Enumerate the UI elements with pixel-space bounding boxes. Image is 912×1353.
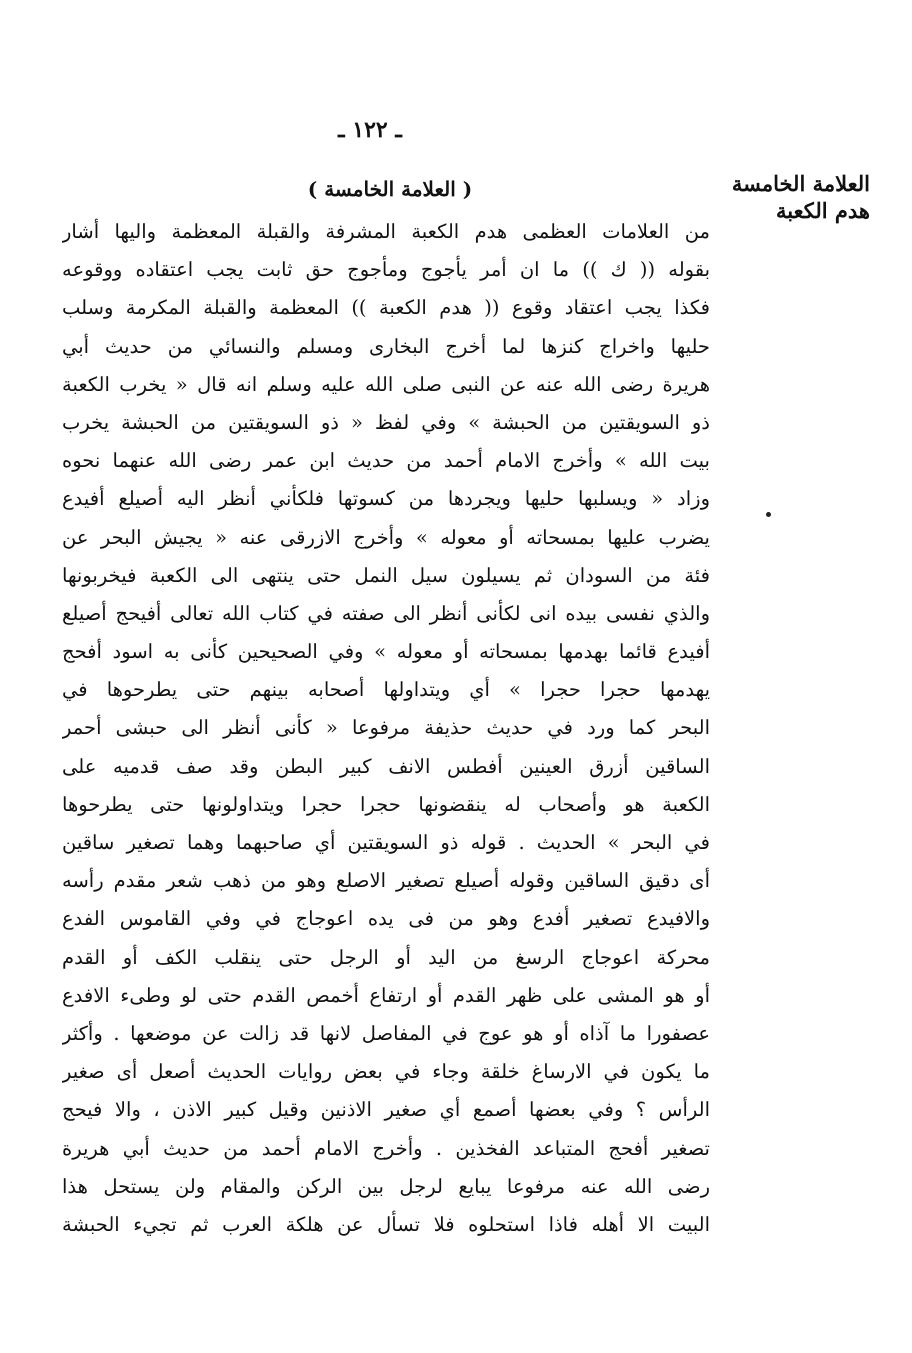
text-line: عصفورا ما آذاه أو هو عوج في المفاصل لانها قد زالت عن موضعها . وأكثر xyxy=(62,1021,710,1045)
text-line: أفيدع قائما بهدمها بمسحاته أو معوله » وفي الصحيحين كأنى به اسود أفحج xyxy=(62,640,710,664)
margin-note xyxy=(720,170,870,224)
text-line: أو هو المشى على ظهر القدم أو ارتفاع أخمص القدم حتى لو وطىء الافدع xyxy=(62,983,710,1007)
text-line: الساقين أزرق العينين أفطس الانف كبير البطن وقد صف قدميه على xyxy=(62,754,710,778)
text-line: من العلامات العظمى هدم الكعبة المشرفة والقبلة المعظمة واليها أشار xyxy=(62,220,710,243)
text-line: أى دقيق الساقين وقوله أصيلع تصغير الاصلع وهو من ذهب شعر مقدم رأسه xyxy=(62,869,710,893)
text-line: تصغير أفحج المتباعد الفخذين . وأخرج الامام أحمد من حديث أبي هريرة xyxy=(62,1136,710,1160)
text-line: وزاد « ويسلبها حليها ويجردها من كسوتها فلكأني أنظر اليه أصيلع أفيدع xyxy=(62,487,710,511)
text-line: بيت الله » وأخرج الامام أحمد من حديث ابن عمر رضى الله عنهما نحوه xyxy=(62,449,710,473)
text-line: يهدمها حجرا حجرا » أي ويتداولها أصحابه بينهم حتى يطرحوها في xyxy=(62,678,710,702)
text-line: الكعبة هو وأصحاب له ينقضونها حجرا حجرا ويتداولونها حتى يطرحوها xyxy=(62,792,710,816)
text-line: البحر كما ورد في حديث حذيفة مرفوعا « كأنى أنظر الى حبشى أحمر xyxy=(62,716,710,740)
margin-note-line-1: العلامة الخامسة xyxy=(731,171,870,196)
text-line: في البحر » الحديث . قوله ذو السويقتين أي صاحبهما وهما تصغير ساقين xyxy=(62,831,710,854)
text-line: الرأس ؟ وفي بعضها أصمع أي صغير الاذنين وقيل كبير الاذن ، والا فيحج xyxy=(62,1098,710,1122)
text-line: محركة اعوجاج الرسغ من اليد أو الرجل حتى ينقلب الكف أو القدم xyxy=(62,945,710,969)
text-line: هريرة رضى الله عنه عن النبى صلى الله عليه وسلم انه قال « يخرب الكعبة xyxy=(62,372,710,396)
text-line: والذي نفسى بيده انى لكأنى أنظر الى صفته في كتاب الله تعالى أفيحج أصيلع xyxy=(62,601,710,625)
text-line: بقوله (( ك )) ما ان أمر يأجوج ومأجوج حق ثابت يجب اعتقاده ووقوعه xyxy=(62,258,710,282)
text-line: فكذا يجب اعتقاد وقوع (( هدم الكعبة )) المعظمة والقبلة المكرمة وسلب xyxy=(62,296,710,320)
section-heading: ( العلامة الخامسة ) xyxy=(307,177,473,201)
text-line: رضى الله عنه مرفوعا يبايع لرجل بين الركن والمقام ولن يستحل هذا xyxy=(62,1174,710,1198)
text-line: يضرب عليها بمسحاته أو معوله » وأخرج الازرقى عنه « يجيش البحر عن xyxy=(62,525,710,549)
margin-note-line-2: هدم الكعبة xyxy=(776,198,870,223)
text-line: البيت الا أهله فاذا استحلوه فلا تسأل عن هلكة العرب ثم تجيء الحبشة xyxy=(62,1212,710,1236)
text-line: فئة من السودان ثم يسيلون سيل النمل حتى ينتهى الى الكعبة فيخربونها xyxy=(62,563,710,587)
text-line: ما يكون في الارساغ خلقة وجاء في بعض روايات الحديث أصعل أى صغير xyxy=(62,1060,710,1084)
ink-dot xyxy=(766,512,771,517)
text-line: حليها واخراج كنزها لما أخرج البخارى ومسلم والنسائي من حديث أبي xyxy=(62,334,710,358)
text-line: والافيدع تصغير أفدع وهو من فى يده اعوجاج في وفي القاموس الفدع xyxy=(62,907,710,931)
body-text xyxy=(62,213,710,1244)
page-number: ـ ١٢٢ ـ xyxy=(338,117,402,143)
text-line: ذو السويقتين من الحبشة » وفي لفظ « ذو السويقتين من الحبشة يخرب xyxy=(62,410,710,434)
